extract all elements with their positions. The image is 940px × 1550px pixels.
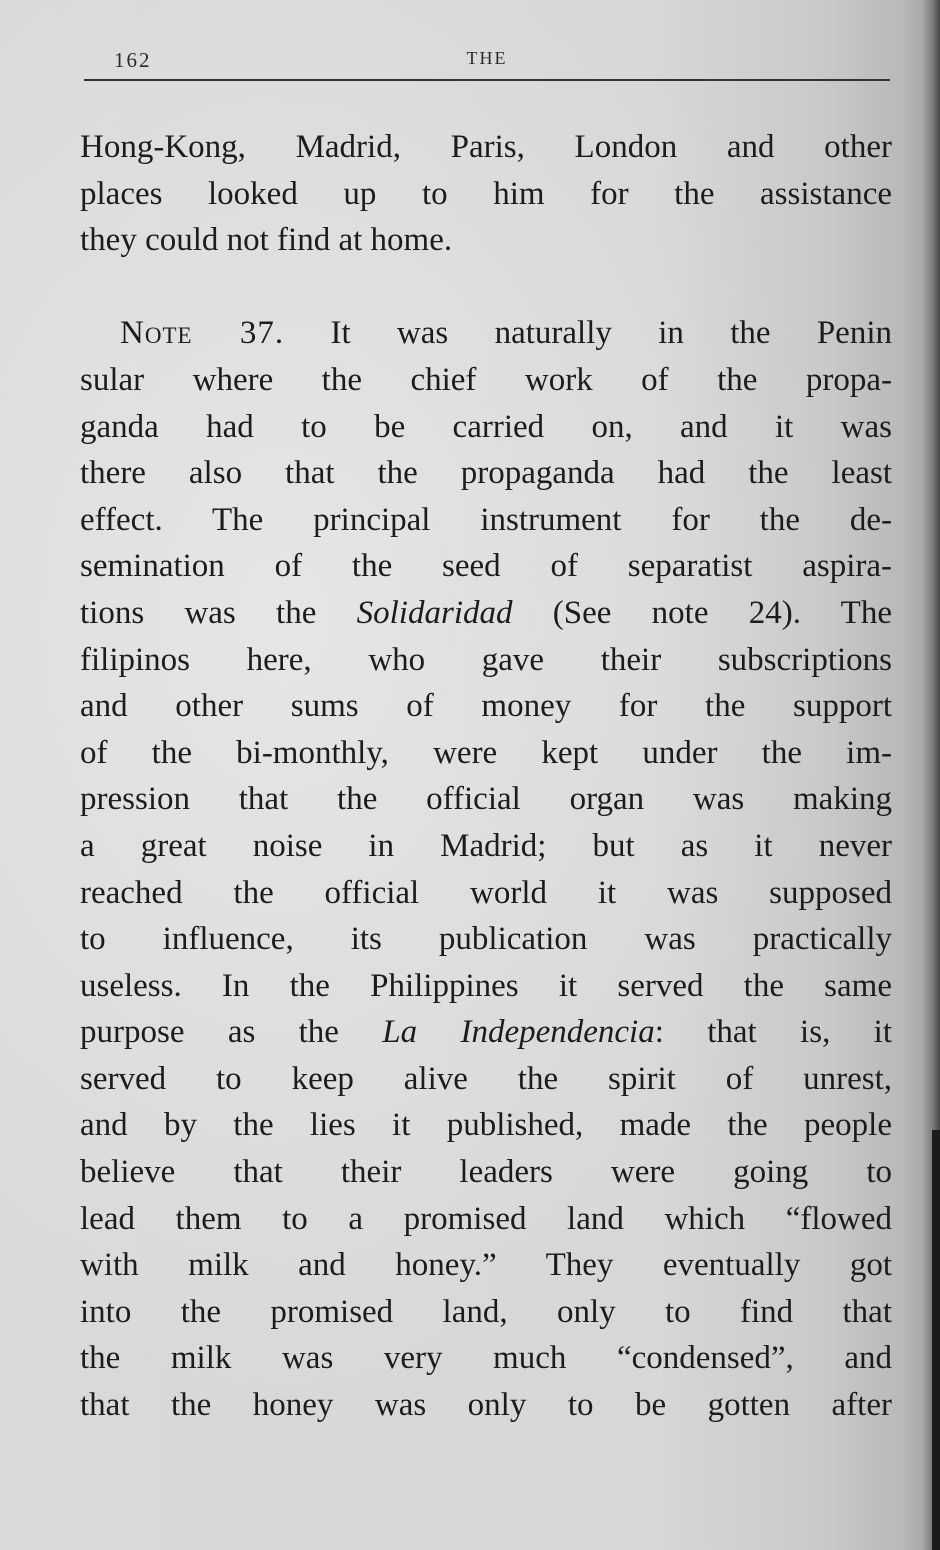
note-label: Note 37. [120,315,285,352]
note-line-24: that the honey was only to be gotten after [80,1387,892,1424]
note-line-7-pre: tions was the [80,594,357,631]
note-line-16 [80,1009,892,1056]
note-line-19: believe that their leaders were going to [80,1154,892,1191]
note-line-5: effect. The principal instrument for the de- [80,501,892,538]
note-line-13: reached the official world it was supposed [80,874,892,911]
note-line-8: filipinos here, who gave their subscriptions [80,641,892,678]
note-line-11: pression that the official organ was making [80,781,892,818]
note-line-1-text: It was naturally in the Penin [284,315,892,352]
note-line-1 [80,310,892,357]
note-line-6: semination of the seed of separatist aspira- [80,548,892,585]
page-header [84,44,890,78]
independencia-title: La Independencia [382,1014,655,1051]
p1-line-1: Hong-Kong, Madrid, Paris, London and other [80,129,892,165]
note-line-17: served to keep alive the spirit of unrest, [80,1060,892,1097]
note-line-4: there also that the propaganda had the least [80,455,892,492]
note-line-14: to influence, its publication was practically [80,921,892,958]
p1-line-2: places looked up to him for the assistance [80,175,892,212]
note-line-12: a great noise in Madrid; but as it never [80,827,892,864]
note-line-23: the milk was very much “condensed”, and [80,1340,892,1377]
note-line-21: with milk and honey.” They eventually got [80,1247,892,1284]
note-line-18: and by the lies it published, made the people [80,1107,892,1144]
note-line-7 [80,590,892,637]
page-number: 162 [114,48,152,72]
note-line-20: lead them to a promised land which “flowed [80,1200,892,1237]
note-line-16-pre: purpose as the [80,1014,383,1051]
note-line-2: sular where the chief work of the propa- [80,361,892,398]
note-line-3: ganda had to be carried on, and it was [80,408,892,445]
p1-line-3: they could not find at home. [80,222,453,259]
note-line-10: of the bi-monthly, were kept under the im- [80,734,892,771]
paragraph-gap [80,264,892,311]
note-line-9: and other sums of money for the support [80,688,892,725]
note-line-22: into the promised land, only to find that [80,1293,892,1330]
page-edge-dark [932,1130,940,1550]
note-line-7-post: (See note 24). The [512,594,892,631]
note-line-16-post: : that is, it [654,1014,892,1051]
note-line-15: useless. In the Philippines it served the same [80,967,892,1004]
solidaridad-title: Solidaridad [356,594,513,631]
body-text [80,124,892,1429]
running-head: THE [466,48,508,68]
header-rule [84,79,890,81]
